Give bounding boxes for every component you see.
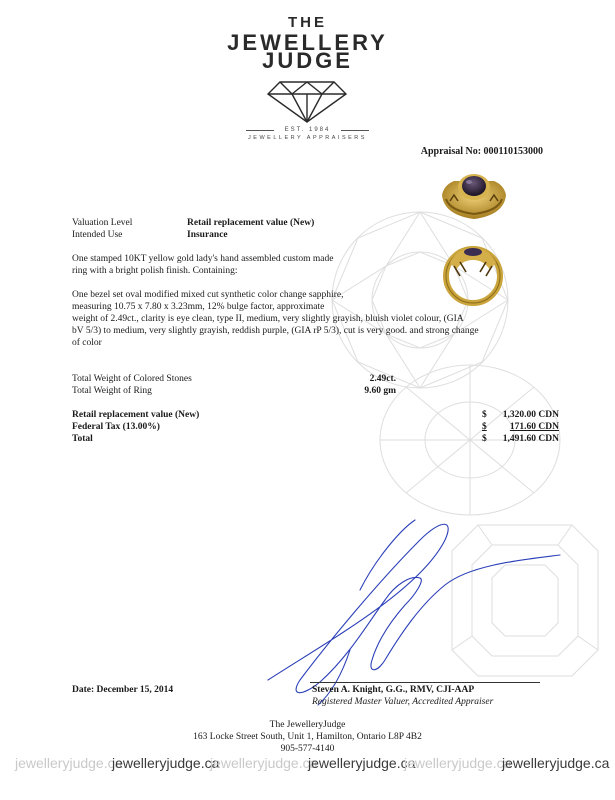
retail-value-amount: 1,320.00 CDN [502,410,559,420]
ring-description-line1: One stamped 10KT yellow gold lady's hand assembled custom made [72,254,334,264]
watermark-text: jewelleryjudge.ca [15,755,123,771]
stone-description-line3: weight of 2.49ct., clarity is eye clean, type II, medium, very slightly grayish, bluish violet colour, (GIA [72,314,464,324]
logo-jewellery: JEWELLERY [227,30,388,55]
total-label: Total [72,434,93,444]
watermark-text: jewelleryjudge.ca [112,755,220,771]
appraisal-number: Appraisal No: 000110153000 [420,146,543,157]
stone-description-line2: measuring 10.75 x 7.80 x 3.23mm, 12% bulge factor, approximate [72,302,325,312]
valuation-level-value: Retail replacement value (New) [187,218,315,228]
total-amount: 1,491.60 CDN [502,434,559,444]
company-phone: 905-577-4140 [280,744,335,754]
ring-weight-label: Total Weight of Ring [72,386,152,396]
logo-judge: JUDGE [262,48,353,73]
stone-description-line4: bV 5/3) to medium, very slightly grayish, reddish purple, (GIA rP 5/3), cut is very good. and strong change [72,326,479,336]
stone-description-line5: of color [72,338,102,348]
intended-use-label: Intended Use [72,230,123,240]
valuation-level-label: Valuation Level [72,218,133,228]
logo-subtitle: JEWELLERY APPRAISERS [248,135,367,141]
retail-value-label: Retail replacement value (New) [72,410,200,420]
watermark-text: jewelleryjudge.ca [210,755,318,771]
appraiser-title: Registered Master Valuer, Accredited Appraiser [312,697,494,707]
logo-established: EST. 1984 [284,127,331,133]
watermark-text: jewelleryjudge.ca [502,755,610,771]
colored-stones-weight-label: Total Weight of Colored Stones [72,374,192,384]
watermark-strip [0,755,615,777]
ring-weight-value: 9.60 gm [364,386,396,396]
company-address: 163 Locke Street South, Unit 1, Hamilton, Ontario L8P 4B2 [193,732,422,742]
retail-value-currency: $ [482,410,487,420]
ring-description-line2: ring with a bright polish finish. Containing: [72,266,238,276]
intended-use-value: Insurance [187,230,228,240]
appraiser-name: Steven A. Knight, G.G., RMV, CJI-AAP [312,685,475,695]
stone-description-line1: One bezel set oval modified mixed cut synthetic color change sapphire, [72,290,344,300]
federal-tax-currency: $ [482,422,487,432]
watermark-text: jewelleryjudge.ca [308,755,416,771]
federal-tax-amount: 171.60 CDN [509,422,559,432]
federal-tax-label: Federal Tax (13.00%) [72,422,160,432]
signature-line [310,682,540,683]
watermark-text: jewelleryjudge.ca [404,755,512,771]
colored-stones-weight-value: 2.49ct. [369,374,396,384]
logo-the: THE [288,14,327,31]
total-currency: $ [482,434,487,444]
company-name: The JewelleryJudge [269,720,346,730]
appraisal-date: Date: December 15, 2014 [72,685,174,695]
